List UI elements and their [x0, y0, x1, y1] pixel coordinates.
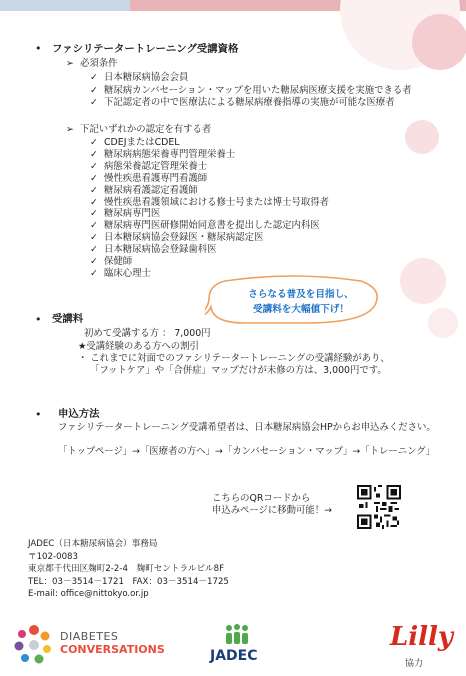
check-icon: ✓ — [90, 84, 98, 96]
decor-circle — [412, 14, 466, 70]
list-item — [90, 173, 207, 185]
section-bullet: • — [35, 42, 42, 55]
check-icon: ✓ — [90, 208, 98, 220]
apply-route: 「トップページ」→「医療者の方へ」→「カンバセーション・マップ」→「トレーニング」 — [58, 446, 436, 457]
callout-line1: さらなる普及を目指し、 — [248, 289, 354, 300]
check-icon: ✓ — [90, 137, 98, 148]
arrow-icon: ➢ — [66, 58, 74, 69]
list-item — [90, 197, 329, 209]
fee-title: 受講料 — [52, 313, 84, 325]
list-item-text: 糖尿病看護認定看護師 — [104, 184, 198, 196]
decor-circle — [405, 120, 439, 154]
qualification-title: ファシリテータートレーニング受講資格 — [52, 43, 239, 55]
diabetes-conversations-logo-icon — [12, 622, 56, 666]
apply-title: 申込方法 — [58, 408, 100, 420]
check-icon: ✓ — [90, 172, 98, 184]
check-icon: ✓ — [90, 220, 98, 232]
list-item-text: 糖尿病専門医研修開始同意書を提出した認定内科医 — [104, 220, 320, 232]
list-item-text: 糖尿病カンバセーション・マップを用いた糖尿病医療支援を実施できる者 — [104, 84, 412, 96]
list-item-text: 慢性疾患看護専門看護師 — [104, 172, 208, 184]
fee-line4: 「フットケア」や「合併症」マップだけが未修の方は、3,000円です。 — [90, 365, 387, 376]
list-item — [90, 232, 263, 244]
lilly-sub: 協力 — [405, 659, 424, 669]
check-icon: ✓ — [90, 148, 98, 160]
section-bullet: • — [35, 408, 42, 421]
cert-head: ➢ 下記いずれかの認定を有する者 — [66, 124, 212, 135]
list-item-text: 糖尿病専門医 — [104, 208, 161, 220]
top-bar-blue — [0, 0, 130, 11]
required-head: ➢ 必須条件 — [66, 58, 118, 69]
callout-line2: 受講料を大幅値下げ！ — [253, 304, 349, 315]
fee-line3: ・ これまでに対面でのファシリテータートレーニングの受講経験があり、 — [78, 353, 390, 364]
list-item — [90, 208, 160, 220]
list-item — [90, 161, 207, 173]
fee-line2: ★受講経験のある方への割引 — [78, 341, 199, 352]
decor-circle — [400, 258, 446, 304]
section-bullet: • — [35, 313, 42, 326]
fee-line1: 初めて受講する方 ： 7,000円 — [84, 328, 211, 339]
contact-address: 東京都千代田区麹町2-2-4 麹町セントラルビル8F — [28, 564, 225, 574]
contact-postal: 〒102-0083 — [28, 552, 78, 562]
list-item-text: 下記認定者の中で医療法による糖尿病療養指導の実施が可能な医療者 — [104, 97, 395, 108]
arrow-icon: ➢ — [66, 124, 74, 135]
qr-caption-2: 申込みページに移動可能！→ — [212, 505, 332, 516]
list-item-text: 日本糖尿病協会登録医・糖尿病認定医 — [104, 232, 264, 244]
list-item — [90, 220, 320, 232]
list-item-text: 保健師 — [104, 256, 133, 267]
jadec-logo-text: JADEC — [210, 648, 258, 664]
list-item — [90, 256, 132, 268]
check-icon: ✓ — [90, 256, 98, 267]
contact-email[interactable]: E-mail: office@nittokyo.or.jp — [28, 589, 149, 599]
apply-line1: ファシリテータートレーニング受講希望者は、日本糖尿病協会HPからお申込みください。 — [58, 422, 436, 433]
check-icon: ✓ — [90, 196, 98, 208]
contact-org: JADEC（日本糖尿病協会）事務局 — [28, 539, 158, 549]
list-item — [90, 97, 395, 109]
list-item — [90, 185, 198, 197]
check-icon: ✓ — [90, 267, 98, 279]
diabetes-logo-line1: DIABETES — [60, 630, 119, 643]
list-item — [90, 268, 151, 280]
jadec-people-icon — [224, 624, 250, 646]
check-icon: ✓ — [90, 184, 98, 196]
check-icon: ✓ — [90, 72, 98, 83]
list-item — [90, 137, 180, 149]
check-icon: ✓ — [90, 244, 98, 256]
check-icon: ✓ — [90, 232, 98, 244]
list-item-text: 日本糖尿病協会会員 — [104, 72, 189, 83]
list-item — [90, 149, 235, 161]
decor-circle — [428, 308, 458, 338]
contact-tel: TEL：03－3514－1721 FAX：03－3514－1725 — [28, 577, 229, 587]
list-item-text: CDEJまたはCDEL — [104, 137, 180, 148]
list-item — [90, 244, 217, 256]
qr-code[interactable] — [357, 485, 401, 529]
list-item-text: 病態栄養認定管理栄養士 — [104, 160, 208, 172]
list-item-text: 糖尿病病態栄養専門管理栄養士 — [104, 148, 236, 160]
check-icon: ✓ — [90, 160, 98, 172]
list-item — [90, 72, 188, 84]
qr-caption-1: こちらのQRコードから — [212, 493, 311, 504]
list-item-text: 慢性疾患看護領域における修士号または博士号取得者 — [104, 196, 330, 208]
list-item-text: 日本糖尿病協会登録歯科医 — [104, 244, 217, 256]
diabetes-logo-line2: CONVERSATIONS — [60, 643, 165, 656]
lilly-logo: Lilly — [390, 622, 454, 652]
list-item — [90, 85, 412, 97]
list-item-text: 臨床心理士 — [104, 267, 151, 279]
check-icon: ✓ — [90, 97, 98, 108]
